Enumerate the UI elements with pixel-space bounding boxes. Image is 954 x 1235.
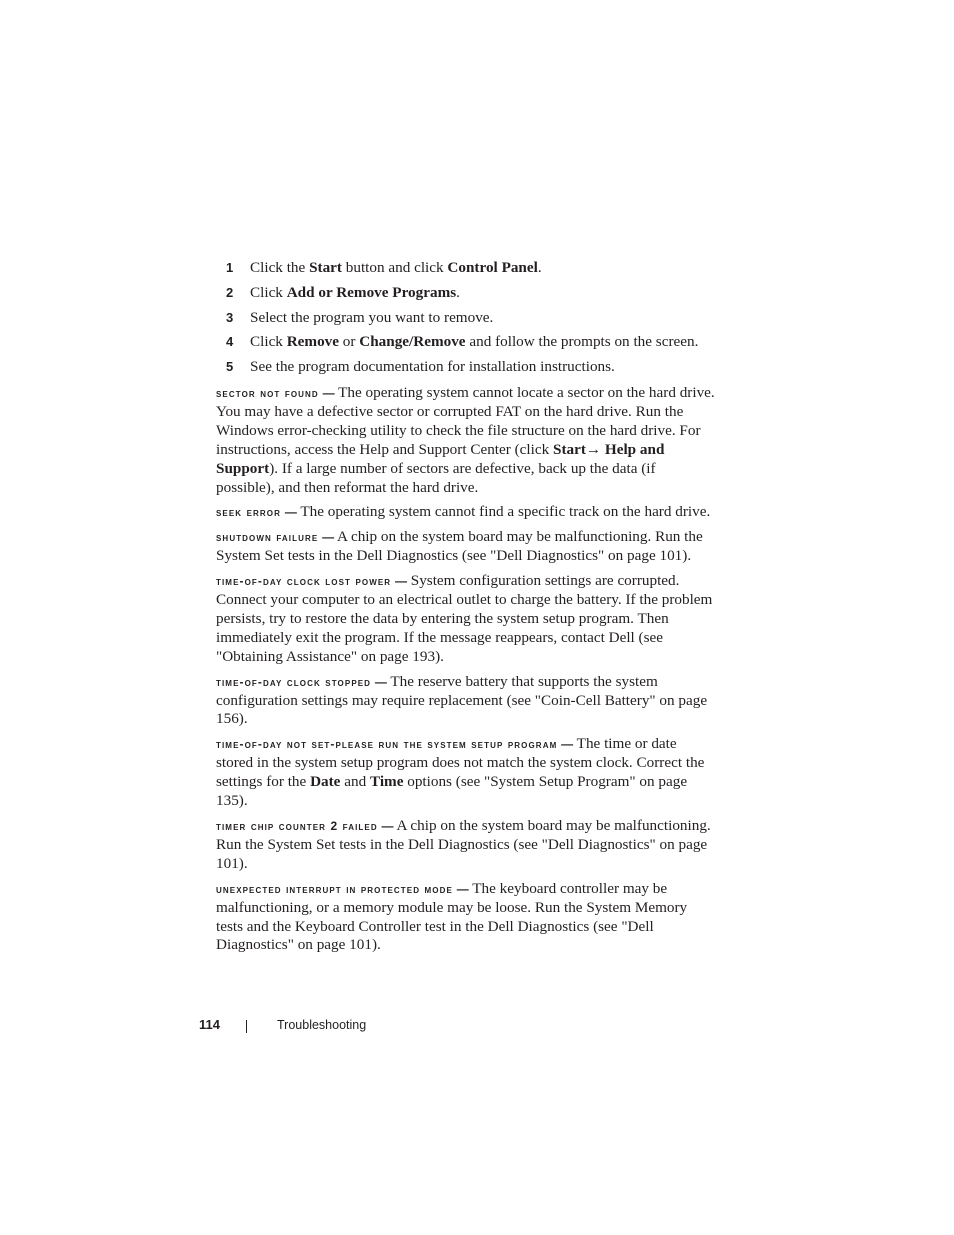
error-messages xyxy=(216,384,716,955)
text-run: Select the program you want to remove. xyxy=(250,308,494,326)
text-run: The operating system cannot find a specific track on the hard drive. xyxy=(300,503,711,521)
heading-dash: — xyxy=(381,819,394,834)
heading-dash: — xyxy=(322,385,335,400)
error-message-heading: unexpected interrupt in protected mode xyxy=(216,881,453,896)
text-run: . xyxy=(537,259,542,276)
text-run: ). If a large number of sectors are defective, back up the data (if possible), and then reformat the hard drive. xyxy=(216,459,656,496)
text-run: A chip on the system board may be malfunctioning. Run the System Set tests in the Dell Diagnostics (see "Dell Diagnostics" on page 101). xyxy=(216,528,703,565)
error-message-heading: seek error xyxy=(216,505,282,520)
bold-term: Time xyxy=(369,773,404,791)
page-content xyxy=(216,256,716,955)
text-run: The time or date stored in the system setup program does not match the system clock. Correct the settings for the xyxy=(216,735,705,791)
text-run: System configuration settings are corrupted. Connect your computer to an electrical outlet to charge the battery. If the problem persists, try to restore the data by entering the system setup program. Then immediately exit the program. If the message reappears, contact Dell (see "Obtaining Assistance" on page 193). xyxy=(216,572,713,665)
error-message xyxy=(216,673,716,730)
bold-term: Remove xyxy=(286,333,339,351)
error-message xyxy=(216,503,716,522)
step-item xyxy=(216,256,716,281)
step-item xyxy=(216,306,716,331)
bold-term: Start xyxy=(309,259,342,276)
text-run: The keyboard controller may be malfunctioning, or a memory module may be loose. Run the System Memory tests and the Keyboard Controller test in the Dell Diagnostics (see "Dell Diagnostics" on page 101). xyxy=(216,879,688,954)
error-message-body xyxy=(300,503,710,520)
step-item xyxy=(216,330,716,355)
section-name: Troubleshooting xyxy=(277,1018,367,1032)
step-text xyxy=(250,333,698,350)
error-message xyxy=(216,880,716,956)
page-footer xyxy=(199,1015,599,1035)
heading-dash: — xyxy=(456,881,469,896)
footer-separator xyxy=(246,1020,247,1033)
error-message-heading: sector not found xyxy=(216,385,319,400)
bold-term: Date xyxy=(310,773,341,791)
heading-dash: — xyxy=(322,530,335,545)
error-message xyxy=(216,572,716,667)
heading-dash: — xyxy=(561,737,574,752)
text-run: The reserve battery that supports the system configuration settings may require replacement (see "Coin-Cell Battery" on page 156). xyxy=(216,672,708,728)
step-text xyxy=(250,358,615,375)
bold-term: Control Panel xyxy=(447,259,538,276)
text-run: Click xyxy=(250,333,287,351)
text-run: or xyxy=(339,333,360,351)
error-message-heading: time-of-day not set-please run the system setup program xyxy=(216,737,558,752)
step-number: 3 xyxy=(226,309,234,325)
text-run: options (see "System Setup Program" on page 135). xyxy=(216,773,688,810)
text-run: and xyxy=(340,773,370,791)
step-number: 5 xyxy=(226,359,234,375)
step-text xyxy=(250,309,493,326)
error-message xyxy=(216,735,716,811)
text-run: Click the xyxy=(250,259,310,276)
error-message xyxy=(216,528,716,566)
heading-dash: — xyxy=(284,505,297,520)
text-run: button and click xyxy=(341,259,448,276)
page-number: 114 xyxy=(199,1017,220,1032)
error-message-heading: time-of-day clock stopped xyxy=(216,674,372,689)
bold-term: Add or Remove Programs xyxy=(286,283,457,301)
text-run: Click xyxy=(250,283,287,301)
text-run: . xyxy=(456,283,460,301)
text-run: and follow the prompts on the screen. xyxy=(465,333,699,351)
error-message-heading: timer chip counter 2 failed xyxy=(216,819,378,834)
step-item xyxy=(216,281,716,306)
error-message-body xyxy=(216,384,715,496)
heading-dash: — xyxy=(394,574,407,589)
step-number: 2 xyxy=(226,284,234,300)
text-run: See the program documentation for installation instructions. xyxy=(250,358,615,376)
step-text xyxy=(250,259,542,276)
bold-term: Start xyxy=(553,440,586,458)
text-run: A chip on the system board may be malfunctioning. Run the System Set tests in the Dell Diagnostics (see "Dell Diagnostics" on page 101). xyxy=(216,817,711,872)
error-message-heading: time-of-day clock lost power xyxy=(216,574,392,589)
heading-dash: — xyxy=(374,674,387,689)
steps-list xyxy=(216,256,716,380)
error-message xyxy=(216,384,716,497)
step-number: 4 xyxy=(226,334,234,350)
bold-term: Change/Remove xyxy=(359,333,466,351)
bold-term: Help and Support xyxy=(216,440,665,477)
error-message xyxy=(216,817,716,874)
step-text xyxy=(250,284,460,301)
error-message-heading: shutdown failure xyxy=(216,530,319,545)
bold-term: → xyxy=(585,440,605,458)
step-number: 1 xyxy=(226,260,234,275)
step-item xyxy=(216,355,716,380)
text-run: The operating system cannot locate a sector on the hard drive. You may have a defective sector or corrupted FAT on the hard drive. Run the Windows error-checking utility to check the file structure on the hard drive. For instructions, access the Help and Support Center (click xyxy=(216,383,715,458)
